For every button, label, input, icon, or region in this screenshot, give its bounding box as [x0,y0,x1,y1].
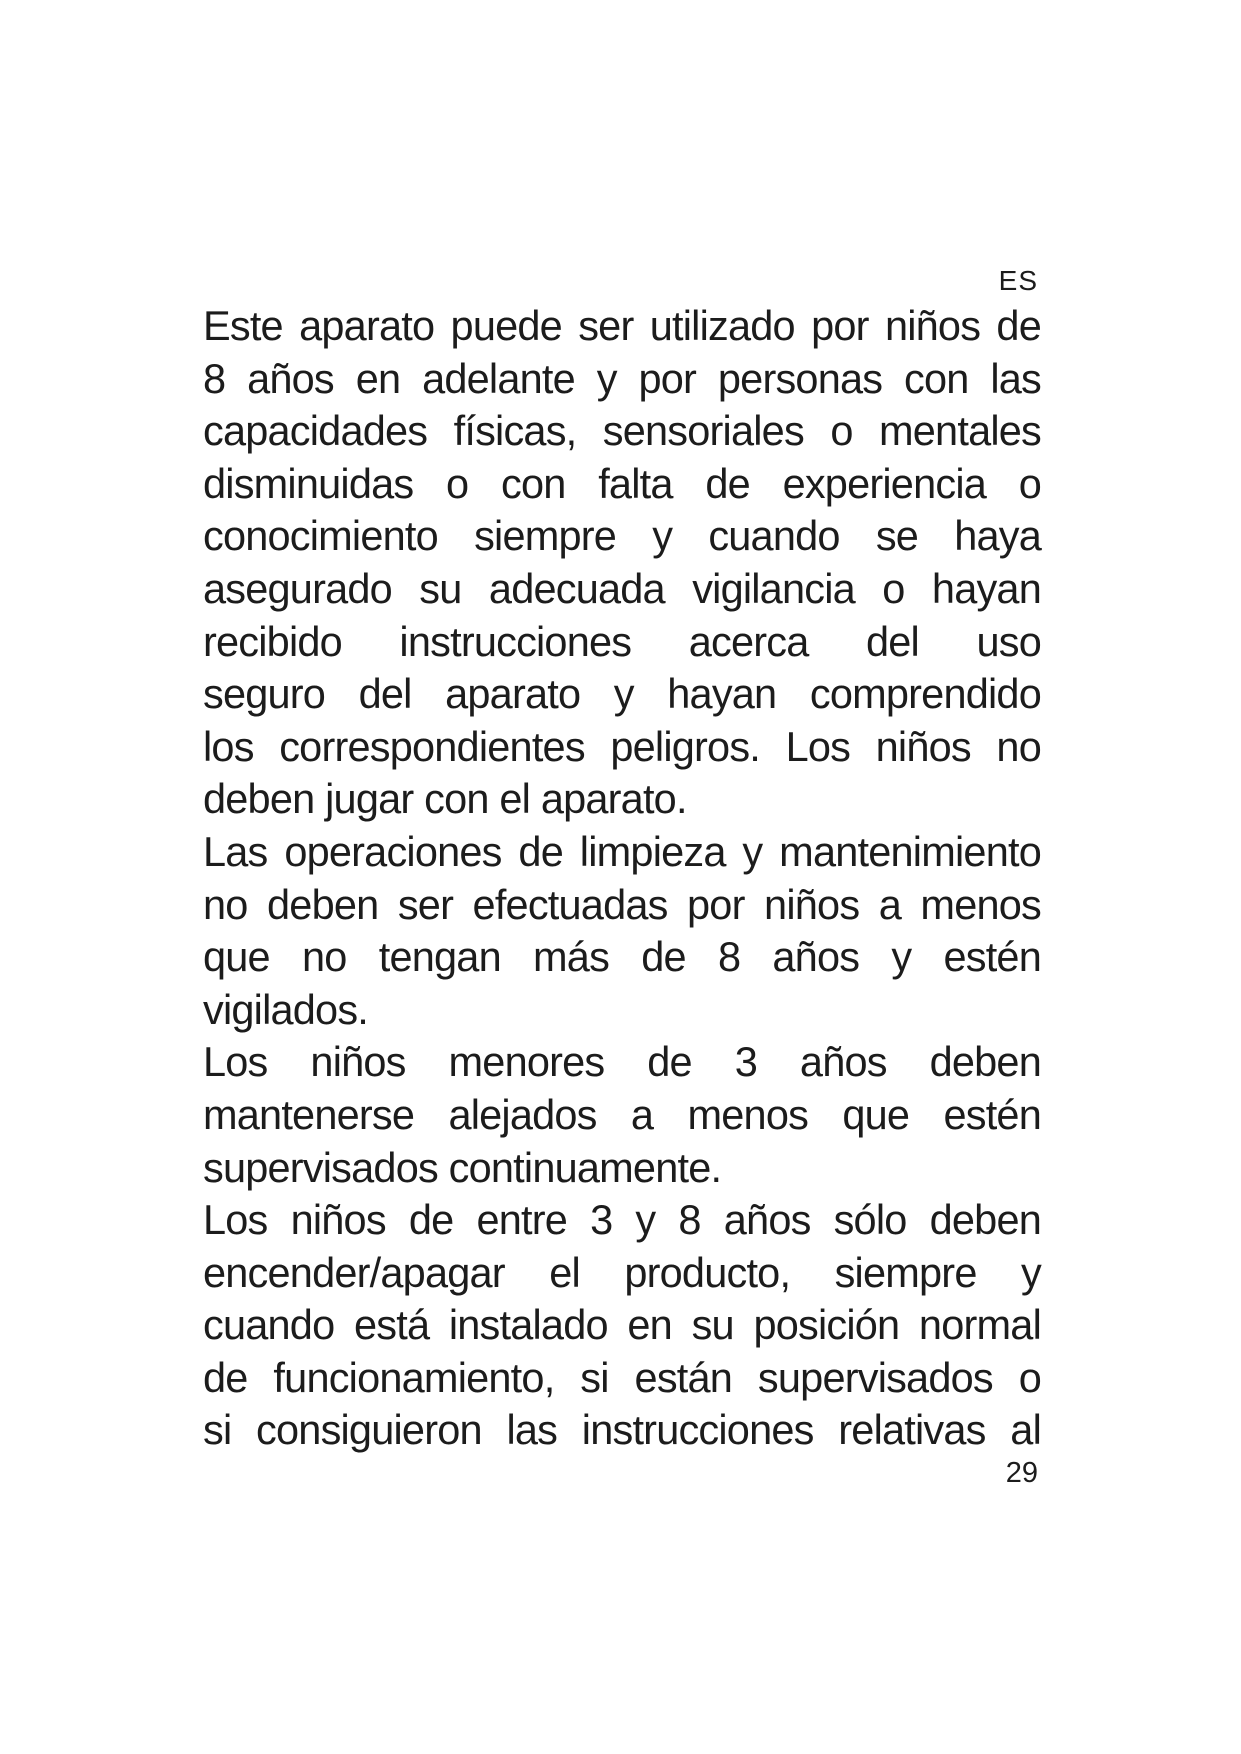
text-line: de funcionamiento, si están supervisados o [203,1353,1041,1401]
text-line: Los niños menores de 3 años deben [203,1038,1041,1086]
text-line: asegurado su adecuada vigilancia o hayan [203,564,1041,612]
text-line: vigilados. [203,985,369,1033]
text-line: conocimiento siempre y cuando se haya [203,512,1041,560]
text-line: encender/apagar el producto, siempre y [203,1248,1041,1296]
language-code: ES [998,265,1038,296]
page-number: 29 [1005,1457,1038,1489]
text-line: disminuidas o con falta de experiencia o [203,459,1041,507]
text-line: no deben ser efectuadas por niños a menos [203,880,1041,928]
text-line: Las operaciones de limpieza y mantenimiento [203,827,1041,875]
text-line: supervisados continuamente. [203,1143,722,1191]
paragraph-4 [203,1194,1041,1457]
paragraph-2 [203,826,1041,1036]
text-line: seguro del aparato y hayan comprendido [203,670,1041,718]
text-line: Este aparato puede ser utilizado por niños de [203,302,1041,349]
text-line: 8 años en adelante y por personas con las [203,354,1041,402]
text-line: si consiguieron las instrucciones relativas al [203,1406,1041,1454]
text-line: cuando está instalado en su posición normal [203,1301,1041,1349]
text-line: recibido instrucciones acerca del uso [203,617,1041,665]
text-line: que no tengan más de 8 años y estén [203,933,1041,981]
text-line: mantenerse alejados a menos que estén [203,1090,1041,1138]
paragraph-1 [203,300,1041,826]
text-line: Los niños de entre 3 y 8 años sólo deben [203,1196,1041,1244]
text-line: los correspondientes peligros. Los niños no [203,722,1041,770]
text-line: deben jugar con el aparato. [203,775,687,823]
safety-instructions [203,300,1041,1457]
text-line: capacidades físicas, sensoriales o mentales [203,407,1041,455]
paragraph-3 [203,1036,1041,1194]
